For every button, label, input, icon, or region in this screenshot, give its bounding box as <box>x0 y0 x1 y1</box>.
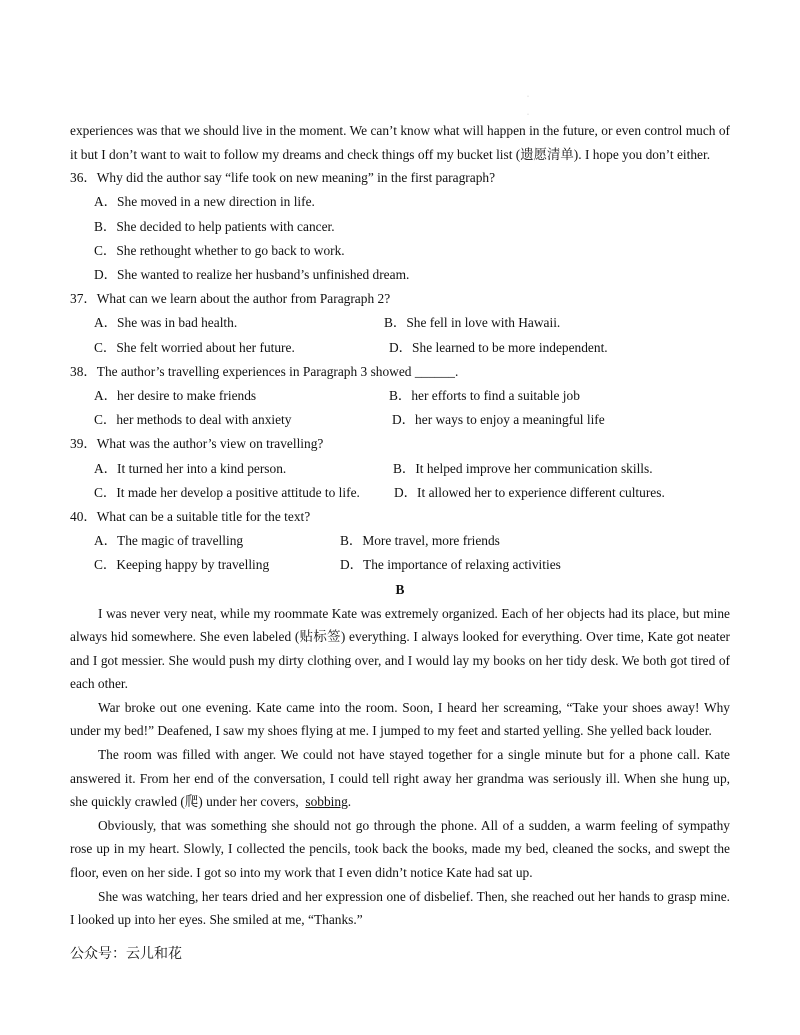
option-d: D．It allowed her to experience different cultures. <box>394 484 665 500</box>
option-d: D．She wanted to realize her husband’s unfinished dream. <box>94 267 410 282</box>
option-b: B．It helped improve her communication skills. <box>393 460 653 476</box>
question-stem: 38．The author’s travelling experiences in Paragraph 3 showed ______. <box>70 363 459 379</box>
exam-page <box>70 119 730 932</box>
top-paragraph: experiences was that we should live in the moment. We can’t know what will happen in the future, or even control much of it but I don’t want to wait to follow my dreams and check things off my bucket list (遗愿清单). I hope you don’t either. <box>70 123 730 162</box>
option-row <box>70 481 730 505</box>
question-37 <box>70 287 730 360</box>
question-38 <box>70 360 730 433</box>
passage-paragraph: She was watching, her tears dried and her expression one of disbelief. Then, she reached out her hands to grasp mine. I looked up into her eyes. She smiled at me, “Thanks.” <box>70 888 730 928</box>
passage-paragraph <box>70 743 730 814</box>
passage-paragraph: Obviously, that was something she should not go through the phone. All of a sudden, a warm feeling of sympathy rose up in my heart. Slowly, I collected the pencils, took back the books, made my bed, cleaned the socks, and swept the floor, even on her side. I got so into my work that I even didn’t notice Kate had sat up. <box>70 817 730 881</box>
footer-watermark: 公众号：云儿和花 <box>70 946 182 962</box>
question-stem: 39．What was the author’s view on travelling? <box>70 436 324 452</box>
option-a: A．She moved in a new direction in life. <box>94 194 315 210</box>
question-stem: 37．What can we learn about the author from Paragraph 2? <box>70 291 391 307</box>
option-row <box>70 529 730 553</box>
option-a: A．It turned her into a kind person. <box>94 460 287 476</box>
option-a: A．The magic of travelling <box>94 533 244 549</box>
option-c: C．Keeping happy by travelling <box>94 557 270 573</box>
option-a: A．her desire to make friends <box>94 387 257 403</box>
option-row <box>70 384 730 408</box>
section-title: B <box>395 581 405 597</box>
question-39 <box>70 432 730 505</box>
option-row <box>70 336 730 360</box>
underlined-word: sobbing <box>305 794 348 810</box>
question-stem: 40．What can be a suitable title for the text? <box>70 508 311 524</box>
question-36 <box>70 166 730 287</box>
scan-dots: · · <box>527 94 529 118</box>
underline-punct: . <box>347 794 352 810</box>
option-c: C．She felt worried about her future. <box>94 339 295 355</box>
option-row <box>70 457 730 481</box>
passage-paragraph: War broke out one evening. Kate came into the room. Soon, I heard her screaming, “Take your shoes away! Why under my bed!” Deafened, I saw my shoes flying at me. I jumped to my feet and started yelling. She yelled back louder. <box>70 699 730 739</box>
option-d: D．She learned to be more independent. <box>389 339 608 355</box>
option-b: B．her efforts to find a suitable job <box>389 387 580 403</box>
option-row <box>70 553 730 577</box>
question-stem: 36．Why did the author say “life took on new meaning” in the first paragraph? <box>70 170 496 186</box>
option-d: D．The importance of relaxing activities <box>340 557 561 573</box>
option-b: B．She decided to help patients with cancer. <box>94 218 335 234</box>
option-row <box>70 408 730 432</box>
option-b: B．She fell in love with Hawaii. <box>384 315 561 331</box>
option-c: C．She rethought whether to go back to work. <box>94 242 345 258</box>
passage-paragraph: I was never very neat, while my roommate Kate was extremely organized. Each of her objects had its place, but mine always hid somewhere. She even labeled (贴标签) everything. I always looked for everything. Over time, Kate got neater and I got messier. She would push my dirty clothing over, and I would lay my books on her tidy desk. We both got tired of each other. <box>70 605 730 692</box>
question-40 <box>70 505 730 578</box>
option-c: C．It made her develop a positive attitude to life. <box>94 484 360 500</box>
option-d: D．her ways to enjoy a meaningful life <box>392 412 605 428</box>
option-c: C．her methods to deal with anxiety <box>94 412 292 428</box>
option-row <box>70 311 730 335</box>
option-b: B．More travel, more friends <box>340 533 500 549</box>
option-a: A．She was in bad health. <box>94 315 238 331</box>
paragraph-text: The room was filled with anger. We could not have stayed together for a single minute but for a phone call. Kate answered it. From her end of the conversation, I could tell right away her grandma was seriously ill. When she hung up, she quickly crawled (爬) under her covers, <box>70 747 730 810</box>
